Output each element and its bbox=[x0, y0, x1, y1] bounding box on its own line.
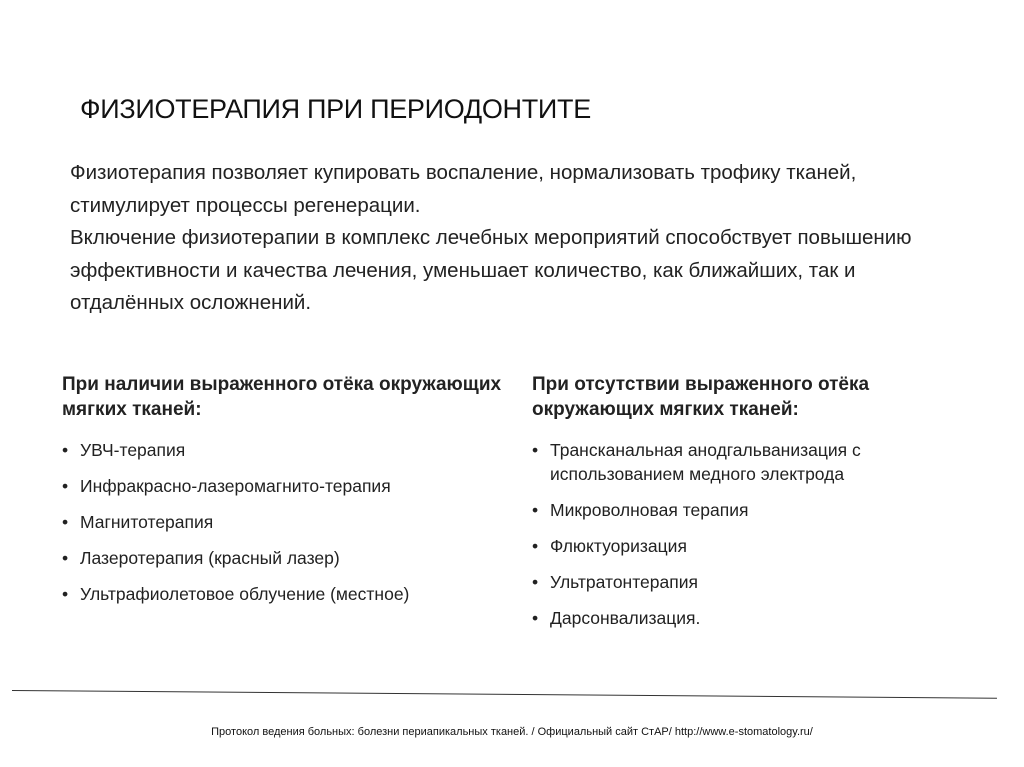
list-item: • Инфракрасно-лазеромагнито-терапия bbox=[62, 476, 391, 496]
bullet-icon: • bbox=[532, 440, 539, 460]
list-item: • Микроволновая терапия bbox=[532, 500, 749, 520]
list-item: • Трансканальная анодгальванизация с использованием медного электрода bbox=[532, 440, 861, 484]
bullet-icon: • bbox=[62, 476, 69, 496]
right-list bbox=[532, 438, 972, 630]
list-item: • Лазеротерапия (красный лазер) bbox=[62, 548, 340, 568]
bullet-icon: • bbox=[532, 536, 539, 556]
bullet-icon: • bbox=[532, 608, 539, 628]
left-column bbox=[62, 372, 502, 618]
right-column bbox=[532, 372, 972, 642]
slide-title: ФИЗИОТЕРАПИЯ ПРИ ПЕРИОДОНТИТЕ bbox=[80, 94, 591, 124]
bullet-icon: • bbox=[62, 548, 69, 568]
footer-divider bbox=[12, 690, 997, 699]
left-list bbox=[62, 438, 502, 606]
intro-paragraph-1: Физиотерапия позволяет купировать воспаление, нормализовать трофику тканей, стимулирует процессы регенерации. bbox=[70, 161, 857, 217]
footer-citation: Протокол ведения больных: болезни периапикальных тканей. / Официальный сайт СтАР/ http://www.e-stomatology.ru/ bbox=[211, 726, 813, 738]
list-item: • Ультрафиолетовое облучение (местное) bbox=[62, 584, 410, 604]
list-item: • УВЧ-терапия bbox=[62, 440, 186, 460]
right-column-heading: При отсутствии выраженного отёка окружающих мягких тканей: bbox=[532, 374, 870, 420]
bullet-icon: • bbox=[62, 440, 69, 460]
left-column-heading: При наличии выраженного отёка окружающих мягких тканей: bbox=[62, 374, 502, 420]
intro-paragraph-2: Включение физиотерапии в комплекс лечебных мероприятий способствует повышению эффективности и качества лечения, уменьшает количество, как ближайших, так и отдалённых осложнений. bbox=[70, 226, 912, 314]
list-item: • Магнитотерапия bbox=[62, 512, 214, 532]
bullet-icon: • bbox=[532, 500, 539, 520]
list-item: • Дарсонвализация. bbox=[532, 608, 701, 628]
intro-text bbox=[70, 157, 930, 320]
bullet-icon: • bbox=[62, 584, 69, 604]
list-item: • Флюктуоризация bbox=[532, 536, 687, 556]
bullet-icon: • bbox=[532, 572, 539, 592]
bullet-icon: • bbox=[62, 512, 69, 532]
list-item: • Ультратонтерапия bbox=[532, 572, 698, 592]
